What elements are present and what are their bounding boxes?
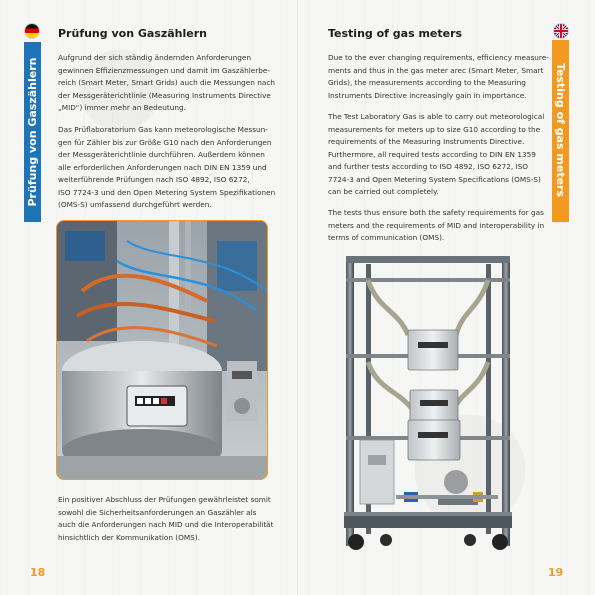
side-tab-left-label: Prüfung von Gaszählern (26, 57, 39, 207)
paragraph-en-3: The tests thus ensure both the safety requirements for gas meters and the requirements of MID and interoperability in terms of communication (OMS). (328, 208, 545, 242)
gas-meter-test-rig-illustration (338, 250, 518, 560)
gas-meter-test-photo (56, 220, 268, 480)
paragraph-de-1: Aufgrund der sich ständig ändernden Anforderungen gewinnen Effizienzmessungen und damit im Gaszählerbe- reich (Smart Meter, Smart Grids) auch die Messungen nach der Messgeräterichtlinie (Measuring Instruments Directive „MID“) immer mehr an Bedeutung. (58, 53, 275, 112)
paragraph-en-1: Due to the ever changing requirements, efficiency measure- ments and thus in the gas meter arec (Smart Meter, Smart Grids), the measurements according to the Measuring Instruments Directive increasingly gain in importance. (328, 53, 549, 100)
side-tab-left (24, 42, 41, 222)
paragraph-de-3: Ein positiver Abschluss der Prüfungen gewährleistet somit sowohl die Sicherheitsanforderungen an Gaszähler als auch die Anforderungen nach MID und die Interoperabilität hinsichtlich der Kommunikation (OMS). (58, 495, 274, 542)
side-tab-right-label: Testing of gas meters (554, 62, 567, 198)
page-number-right: 19 (548, 566, 564, 579)
page-title-en: Testing of gas meters (328, 27, 463, 40)
uk-flag-icon (554, 24, 568, 38)
german-flag-icon (25, 24, 39, 38)
paragraph-de-2: Das Prüflaboratorium Gas kann meteorologische Messun- gen für Zähler bis zur Größe G10 nach den Anforderungen der Messgeräterichtlinie durchführen. Außerdem können alle erforderlichen Anforderungen nach DIN EN 1359 und weiterführende Prüfungen nach ISO 4892, ISO 6272, ISO 7724-3 und den Open Metering System Spezifikationen (OMS-S) umfassend durchgeführt werden. (58, 125, 276, 209)
page-number-left: 18 (30, 566, 46, 579)
side-tab-right (552, 40, 569, 222)
paragraph-en-2: The Test Laboratory Gas is able to carry out meteorological measurements for meters up to size G10 according to the requirements of the Measuring Instruments Directive. Furthermore, all required tests according to DIN EN 1359 and further tests according to ISO 4892, ISO 6272, ISO 7724-3 and Open Metering System Specifications (OMS-S) can be carried out completely. (328, 112, 545, 196)
page-title-de: Prüfung von Gaszählern (58, 27, 207, 40)
book-gutter (297, 0, 298, 595)
